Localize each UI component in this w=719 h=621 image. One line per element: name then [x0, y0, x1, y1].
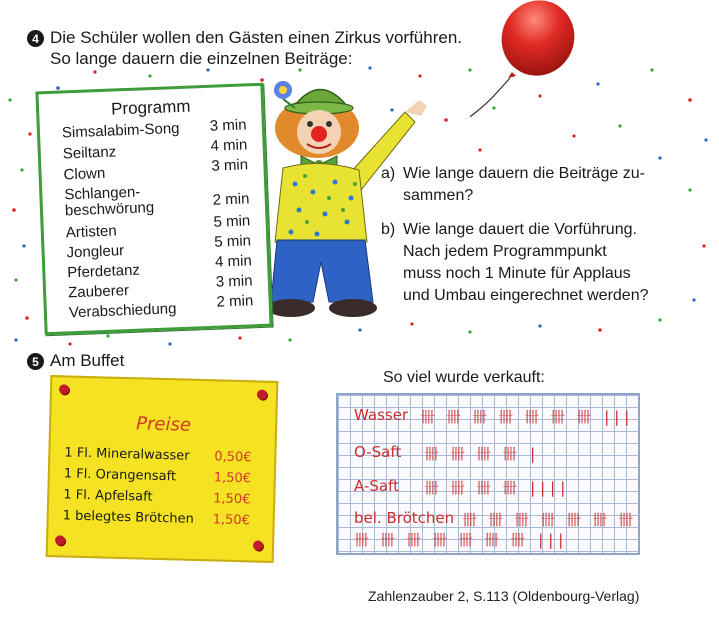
question-b-line-1: Wie lange dauert die Vorführung.: [403, 221, 637, 238]
programm-item-name: Jongleur: [66, 242, 125, 262]
price-item-price: 1,50€: [213, 491, 251, 508]
programm-sheet: [35, 83, 272, 336]
tally-label: A-Saft: [354, 477, 399, 495]
question-b-line-2: Nach jedem Programmpunkt: [403, 243, 607, 260]
tally-marks: 卌 卌 卌 卌 卌 卌 卌: [462, 511, 635, 529]
question-a-label: a): [381, 165, 396, 182]
programm-item-duration: 2 min: [216, 292, 254, 311]
programm-item-name: Clown: [63, 164, 106, 184]
programm-item-duration: 3 min: [211, 156, 249, 175]
price-item-name: 1 Fl. Apfelsaft: [63, 487, 153, 505]
balloon-illustration: [470, 0, 590, 170]
price-item-price: 1,50€: [213, 470, 252, 487]
programm-item-duration: 5 min: [213, 212, 251, 231]
programm-item-name: Pferdetanz: [67, 261, 141, 282]
programm-item-name: Verabschiedung: [68, 300, 177, 322]
programm-item-name: Artisten: [65, 222, 118, 242]
programm-item-name: Schlangen-: [64, 183, 141, 204]
pin-icon: [55, 535, 65, 545]
source-citation: Zahlenzauber 2, S.113 (Oldenbourg-Verlag): [368, 588, 640, 604]
price-item-price: 0,50€: [214, 449, 252, 466]
programm-item-name: Simsalabim-Song: [61, 119, 180, 142]
price-item-price: 1,50€: [212, 512, 251, 529]
price-sign: [46, 375, 279, 563]
task-5-badge: 5: [27, 353, 44, 370]
tally-marks: 卌 卌 卌 卌 卌 卌 卌 |||: [420, 408, 633, 426]
programm-item-duration: 3 min: [209, 116, 247, 135]
price-item-name: 1 Fl. Mineralwasser: [64, 445, 190, 464]
programm-item-duration: 2 min: [212, 190, 250, 209]
tally-label: Wasser: [354, 406, 409, 424]
price-item-name: 1 belegtes Brötchen: [62, 508, 195, 527]
question-b-label: b): [381, 221, 396, 238]
programm-title: Programm: [110, 96, 191, 119]
task-4-badge: 4: [27, 30, 44, 47]
pin-icon: [59, 384, 69, 394]
programm-item-duration: 5 min: [213, 232, 252, 251]
tally-marks: 卌 卌 卌 卌 卌 卌 卌 |||: [354, 531, 567, 549]
task-4-text-line-1: Die Schüler wollen den Gästen einen Zirkus vorführen.: [50, 28, 462, 47]
task-4-text-line-2: So lange dauern die einzelnen Beiträge:: [50, 49, 353, 68]
programm-item-duration: 3 min: [215, 272, 253, 291]
programm-item-duration: 4 min: [210, 136, 248, 155]
programm-item-duration: 4 min: [214, 252, 253, 271]
pin-icon: [253, 540, 263, 550]
price-sign-title: Preise: [135, 413, 192, 436]
price-item-name: 1 Fl. Orangensaft: [63, 466, 177, 485]
question-a: [381, 163, 645, 207]
tally-label: O-Saft: [354, 443, 402, 461]
question-b: [381, 219, 649, 307]
tally-marks: 卌 卌 卌 卌 ||||: [424, 479, 569, 497]
pin-icon: [257, 389, 267, 399]
programm-item-name: Zauberer: [67, 282, 130, 302]
programm-item-name: Seiltanz: [62, 143, 117, 163]
tally-sheet: [336, 393, 640, 555]
question-a-line-2: sammen?: [403, 187, 474, 204]
tally-marks: 卌 卌 卌 卌 |: [424, 445, 539, 463]
task-5-title: Am Buffet: [50, 351, 125, 370]
tally-label: bel. Brötchen: [354, 509, 455, 527]
question-b-line-4: und Umbau eingerechnet werden?: [403, 287, 649, 304]
programm-item-name: beschwörung: [64, 198, 155, 220]
question-a-line-1: Wie lange dauern die Beiträge zu-: [403, 165, 645, 182]
question-b-line-3: muss noch 1 Minute für Applaus: [403, 265, 631, 282]
sold-heading: So viel wurde verkauft:: [383, 369, 545, 386]
